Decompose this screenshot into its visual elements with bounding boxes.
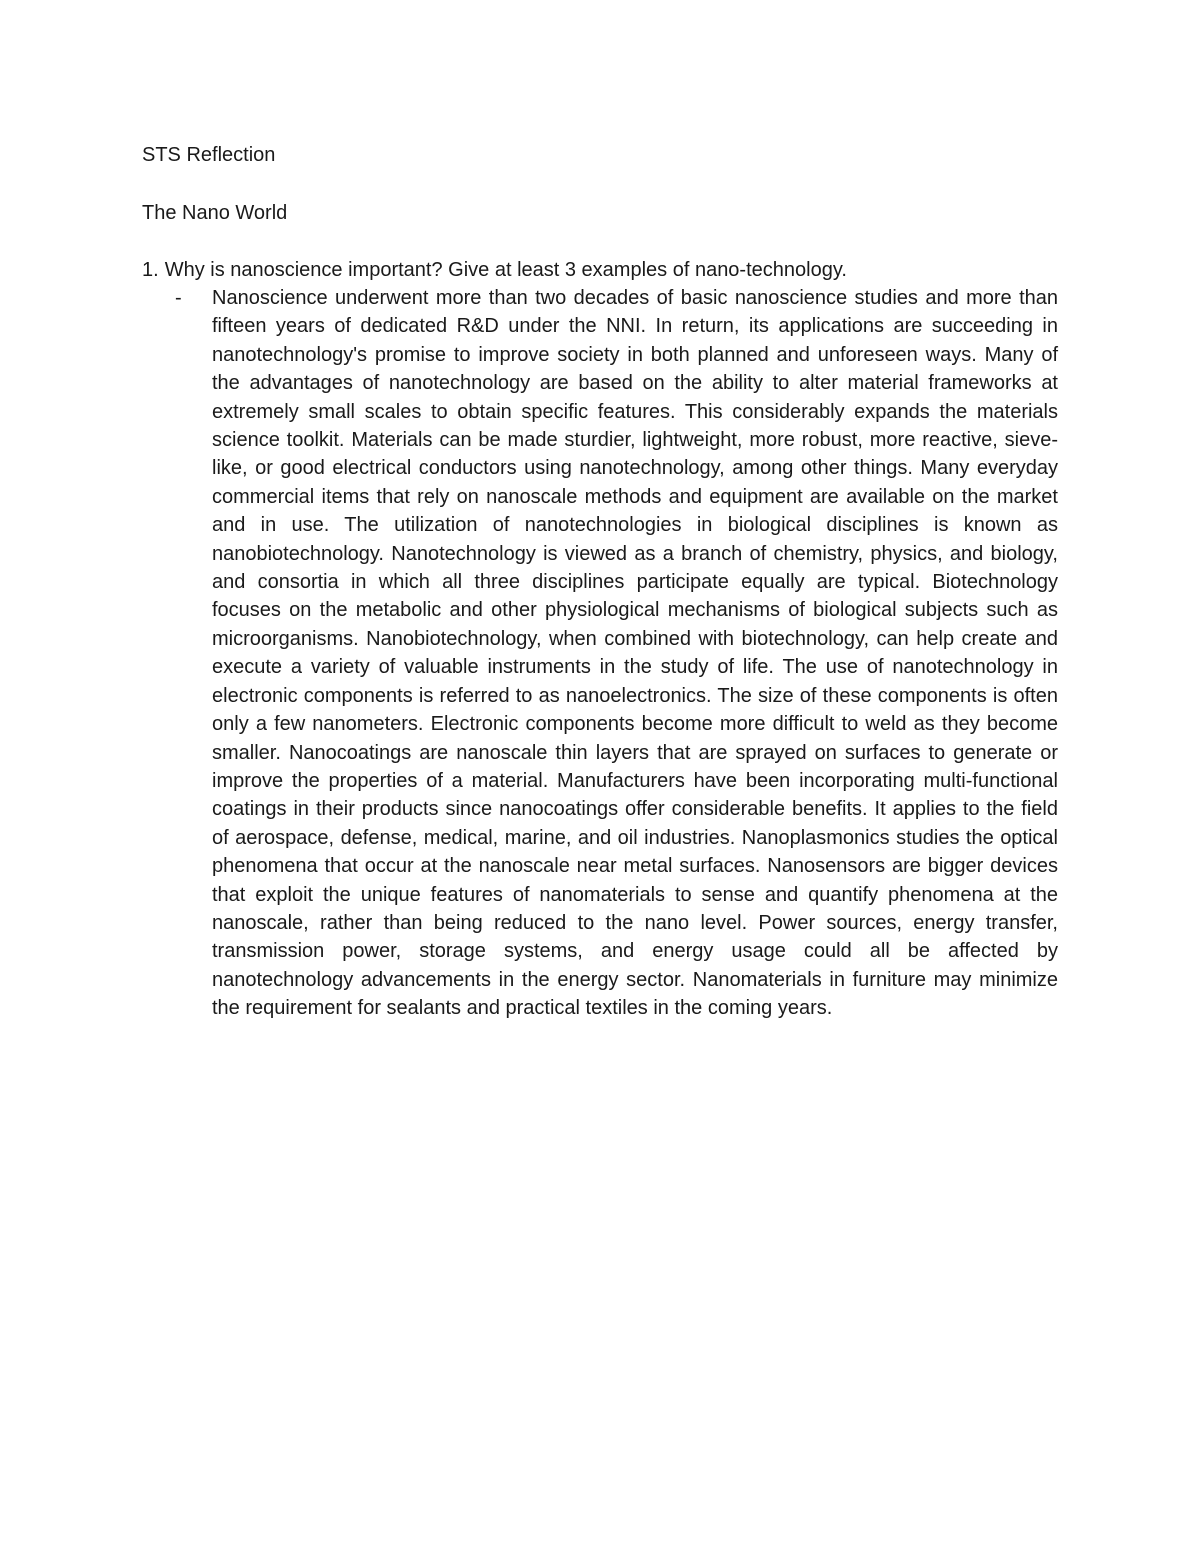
answer-paragraph: Nanoscience underwent more than two decades of basic nanoscience studies and more than fifteen years of dedicated R&D under the NNI. In return, its applications are succeeding in nanotechnology's promise to improve society in both planned and unforeseen ways. Many of the advantages of nanotechnology are based on the ability to alter material frameworks at extremely small scales to obtain specific features. This considerably expands the materials science toolkit. Materials can be made sturdier, lightweight, more robust, more reactive, sieve-like, or good electrical conductors using nanotechnology, among other things. Many everyday commercial items that rely on nanoscale methods and equipment are available on the market and in use. The utilization of nanotechnologies in biological disciplines is known as nanobiotechnology. Nanotechnology is viewed as a branch of chemistry, physics, and biology, and consortia in which all three disciplines participate equally are typical. Biotechnology focuses on the metabolic and other physiological mechanisms of biological subjects such as microorganisms. Nanobiotechnology, when combined with biotechnology, can help create and execute a variety of valuable instruments in the study of life. The use of nanotechnology in electronic components is referred to as nanoelectronics. The size of these components is often only a few nanometers. Electronic components become more difficult to weld as they become smaller. Nanocoatings are nanoscale thin layers that are sprayed on surfaces to generate or improve the properties of a material. Manufacturers have been incorporating multi-functional coatings in their products since nanocoatings offer considerable benefits. It applies to the field of aerospace, defense, medical, marine, and oil industries. Nanoplasmonics studies the optical phenomena that occur at the nanoscale near metal surfaces. Nanosensors are bigger devices that exploit the unique features of nanomaterials to sense and quantify phenomena at the nanoscale, rather than being reduced to the nano level. Power sources, energy transfer, transmission power, storage systems, and energy usage could all be affected by nanotechnology advancements in the energy sector. Nanomaterials in furniture may minimize the requirement for sealants and practical textiles in the coming years. (212, 287, 1058, 1020)
question-text: Why is nanoscience important? Give at least 3 examples of nano-technology. (164, 259, 847, 281)
answer-bullet: - (175, 287, 182, 309)
question-1 (142, 256, 847, 284)
question-number: 1. (142, 259, 159, 281)
document-title: STS Reflection (142, 144, 276, 166)
document-subtitle: The Nano World (142, 202, 288, 224)
